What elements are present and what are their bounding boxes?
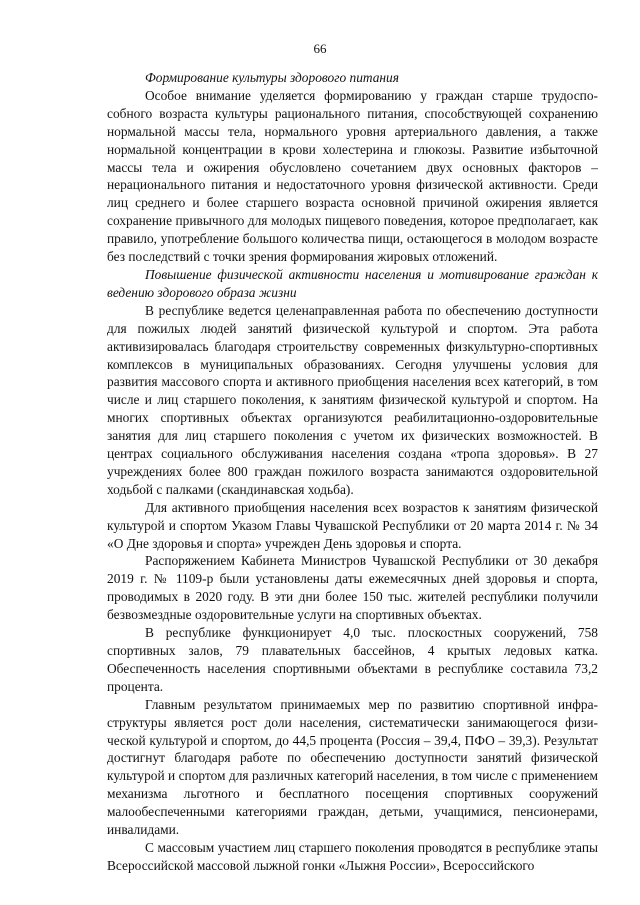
paragraph-health-day-decree: Для активного приобщения населения всех возрастов к занятиям физической культурой и спортом Указом Главы Чувашской Республики от 20 марта 2014 г. № 34 «О Дне здоровья и спорта» учрежден День здоровья и спорта. <box>107 499 598 551</box>
paragraph-sports-facilities: В республике функционирует 4,0 тыс. плоскостных сооружений, 758 спортивных залов, 79 плавательных бассейнов, 4 крытых ледовых катка. Обеспеченность населения спортивными объектами в республике составила 73,2 процента. <box>107 625 598 694</box>
paragraph-sports-infrastructure-result: Главным результатом принимаемых мер по развитию спортивной инфраструктуры является рост доли населения, систематически занимающегося физической культурой и спортом, до 44,5 процента (Россия – 39,4, ПФО – 39,3). Результат достигнут благодаря работе по обеспечению доступности занятий физической культурой и спортом для различных категорий населения, в том числе с применением механизма льготного и бесплатного посещения спортивных сооружений малообеспеченными категориями граждан, детьми, учащимися, пенсионерами, инвалидами. <box>107 696 598 838</box>
paragraph-nutrition-culture: Особое внимание уделяется формированию у граждан старше трудоспособного возраста культуры рационального питания, способствующей сохранению нормальной массы тела, нормального уровня артериального давления, а также нормальной концентрации в крови холестерина и глюкозы. Развитие избыточной массы тела и ожирения обусловлено сочетанием двух основных факторов – нерационального питания и недостаточного уровня физической активности. Среди лиц среднего и более старшего возраста основной причиной ожирения является сохранение привычного для молодых пищевого поведения, которое предполагает, как правило, употребление большого количества пищи, остающегося в молодом возрасте без последствий с точки зрения формирования жировых отложений. <box>107 87 598 265</box>
page-number: 66 <box>313 41 327 56</box>
paragraph-sports-accessibility: В республике ведется целенаправленная работа по обеспечению доступности для пожилых людей занятий физической культурой и спортом. Эта работа активизировалась благодаря строительству современных физкультурно-спортивных комплексов в муниципальных образованиях. Сегодня улучшены условия для развития массового спорта и активного приобщения населения всех категорий, в том числе и лиц старшего поколения, к занятиям физической культурой и спортом. На многих спортивных объектах организуются реабилитационно-оздоровительные занятия для лиц старшего поколения с учетом их физических возможностей. В центрах социального обслуживания населения создана «тропа здоровья». В 27 учреждениях более 800 граждан пожилого возраста занимаются оздоровительной ходьбой с палками (скандинавская ходьба). <box>107 302 598 497</box>
section-heading-healthy-nutrition: Формирование культуры здорового питания <box>145 70 399 85</box>
paragraph-mass-events: С массовым участием лиц старшего поколения проводятся в республике этапы Всероссийской массовой лыжной гонки «Лыжня России», Всероссийского <box>107 839 598 873</box>
section-heading-physical-activity: Повышение физической активности населения и мотивирование граждан к ведению здорового образа жизни <box>107 266 598 300</box>
page-body <box>107 69 598 875</box>
paragraph-monthly-health-days: Распоряжением Кабинета Министров Чувашской Республики от 30 декабря 2019 г. № 1109-р были установлены даты ежемесячных дней здоровья и спорта, проводимых в 2020 году. В эти дни более 150 тыс. жителей республики получили безвозмездные оздоровительные услуги на спортивных объектах. <box>107 553 598 623</box>
